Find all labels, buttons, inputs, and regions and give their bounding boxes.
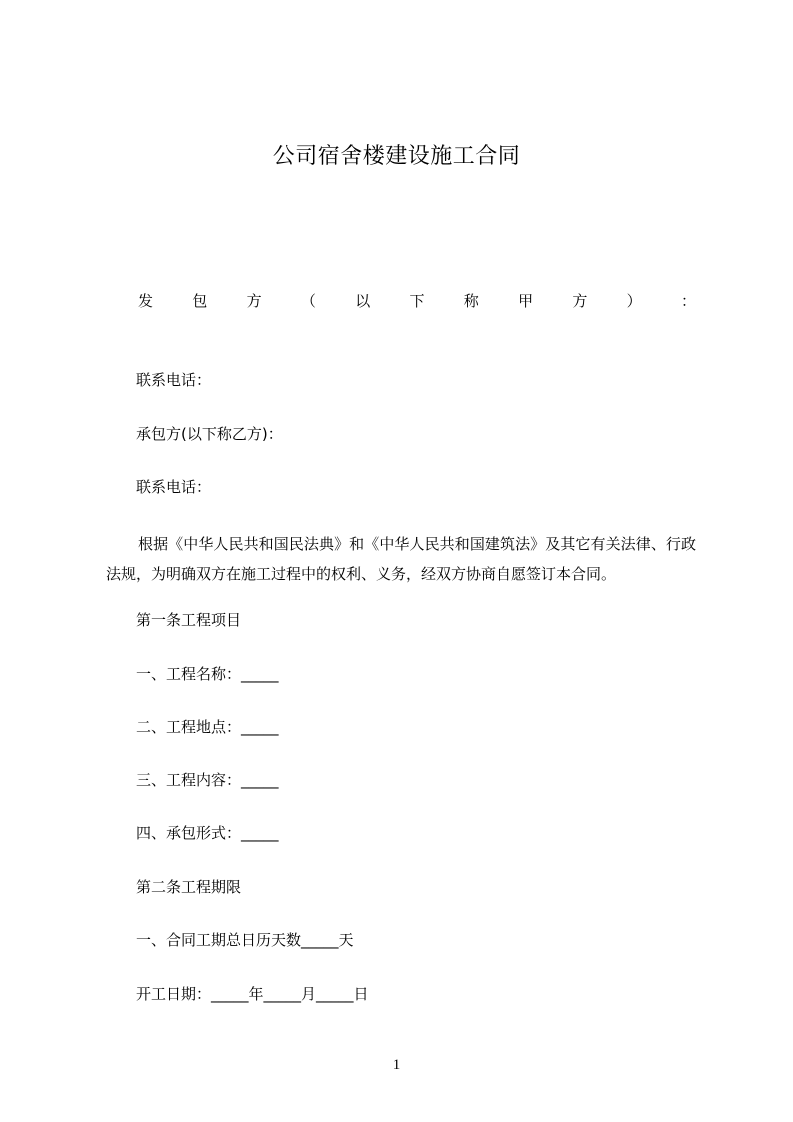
- party-a-char: 方: [572, 292, 588, 310]
- article-2-title: 第二条工程期限: [136, 878, 242, 896]
- contract-form-line: 四、承包形式：_____: [136, 824, 279, 842]
- party-a-char: 称: [463, 292, 479, 310]
- party-a-char: 发: [138, 292, 154, 310]
- party-b-line: 承包方(以下称乙方)：: [136, 425, 283, 443]
- project-name-line: 一、工程名称：_____: [136, 665, 279, 683]
- document-title: 公司宿舍楼建设施工合同: [272, 144, 521, 169]
- project-location-line: 二、工程地点：_____: [136, 718, 279, 736]
- party-a-char: ：: [680, 292, 696, 310]
- party-a-char: 方: [246, 292, 262, 310]
- party-a-char: 下: [409, 292, 425, 310]
- party-a-char: 包: [192, 292, 208, 310]
- party-a-phone: 联系电话：: [136, 371, 212, 389]
- party-a-char: （: [300, 292, 316, 310]
- page-number: 1: [392, 1057, 401, 1073]
- preamble-paragraph: 根据《中华人民共和国民法典》和《中华人民共和国建筑法》及其它有关法律、行政法规，为明确双方在施工过程中的权利、义务，经双方协商自愿签订本合同。: [106, 535, 696, 583]
- start-date-line: 开工日期：_____年_____月_____日: [136, 985, 369, 1003]
- project-content-line: 三、工程内容：_____: [136, 771, 279, 789]
- party-a-line: [138, 289, 696, 313]
- party-a-char: 甲: [518, 292, 534, 310]
- period-days-line: 一、合同工期总日历天数_____天: [136, 931, 354, 949]
- party-b-phone: 联系电话：: [136, 478, 212, 496]
- party-a-char: ）: [626, 292, 642, 310]
- party-a-char: 以: [355, 292, 371, 310]
- article-1-title: 第一条工程项目: [136, 611, 242, 629]
